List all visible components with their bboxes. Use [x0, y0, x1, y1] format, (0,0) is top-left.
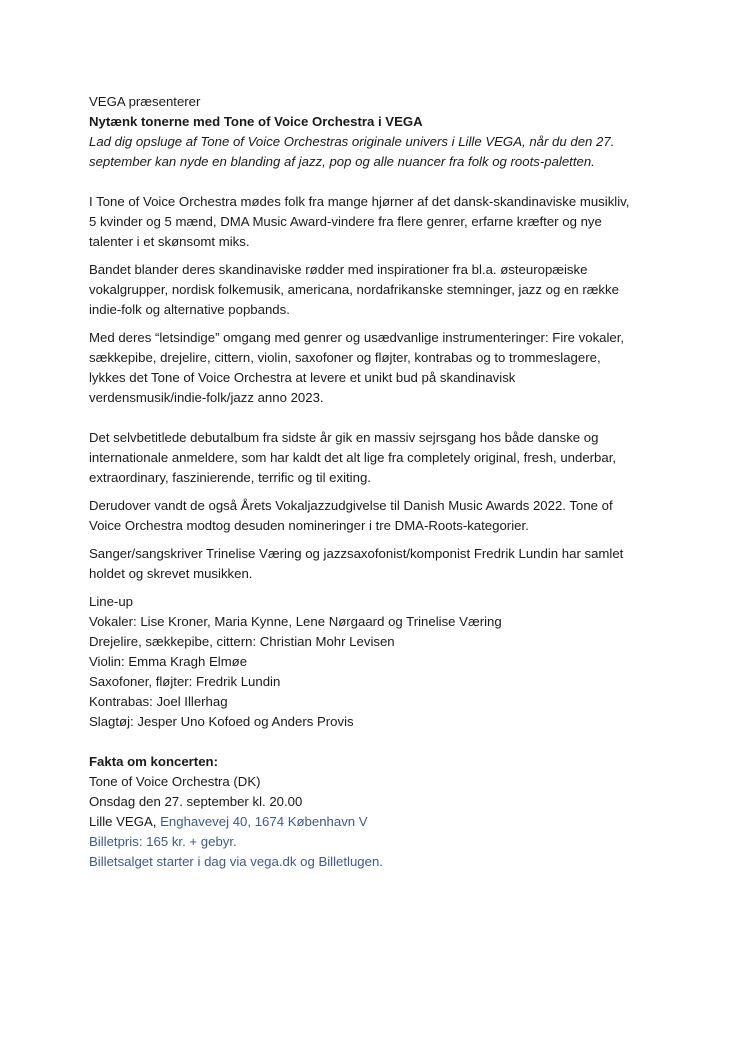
lead-paragraph	[89, 132, 689, 172]
body-line: talenter i et skønsomt miks.	[89, 234, 250, 249]
body-line: lykkes det Tone of Voice Orchestra at levere et unikt bud på skandinavisk	[89, 370, 516, 385]
lineup-section	[89, 592, 689, 732]
paragraph-musicians	[89, 192, 689, 252]
facts-heading: Fakta om koncerten:	[89, 754, 218, 769]
facts-date: Onsdag den 27. september kl. 20.00	[89, 794, 303, 809]
body-line: verdensmusik/indie-folk/jazz anno 2023.	[89, 390, 324, 405]
facts-artist: Tone of Voice Orchestra (DK)	[89, 774, 261, 789]
body-line: Med deres “letsindige” omgang med genrer og usædvanlige instrumenteringer: Fire vokaler,	[89, 330, 625, 345]
facts-venue-line	[89, 812, 689, 832]
lineup-member: Vokaler: Lise Kroner, Maria Kynne, Lene Nørgaard og Trinelise Væring	[89, 614, 502, 629]
body-line: Bandet blander deres skandinaviske rødder med inspirationer fra bl.a. østeuropæiske	[89, 262, 588, 277]
headline: Nytænk tonerne med Tone of Voice Orchestra i VEGA	[89, 114, 423, 129]
body-line: Sanger/sangskriver Trinelise Væring og jazzsaxofonist/komponist Fredrik Lundin har samlet	[89, 546, 624, 561]
paragraph-instruments	[89, 328, 689, 408]
facts-venue: Lille VEGA,	[89, 814, 157, 829]
lineup-heading: Line-up	[89, 594, 133, 609]
paragraph-founders	[89, 544, 689, 584]
paragraph-awards	[89, 496, 689, 536]
lineup-member: Saxofoner, fløjter: Fredrik Lundin	[89, 674, 281, 689]
body-line: extraordinary, faszinierende, terrific og til exiting.	[89, 470, 371, 485]
lineup-member: Kontrabas: Joel Illerhag	[89, 694, 228, 709]
facts-price: Billetpris: 165 kr. + gebyr.	[89, 834, 237, 849]
facts-section	[89, 752, 689, 872]
facts-ticket-sale: Billetsalget starter i dag via vega.dk og Billetlugen.	[89, 854, 383, 869]
body-line: Det selvbetitlede debutalbum fra sidste år gik en massiv sejrsgang hos både danske og	[89, 430, 599, 445]
body-line: 5 kvinder og 5 mænd, DMA Music Award-vindere fra flere genrer, erfarne kræfter og nye	[89, 214, 602, 229]
body-line: indie-folk og alternative popbands.	[89, 302, 290, 317]
lineup-member: Violin: Emma Kragh Elmøe	[89, 654, 248, 669]
lead-line: september kan nyde en blanding af jazz, pop og alle nuancer fra folk og roots-paletten.	[89, 154, 595, 169]
body-line: holdet og skrevet musikken.	[89, 566, 253, 581]
lineup-member: Slagtøj: Jesper Uno Kofoed og Anders Provis	[89, 714, 354, 729]
body-line: I Tone of Voice Orchestra mødes folk fra mange hjørner af det dansk-skandinaviske musikliv,	[89, 194, 630, 209]
presenter-line: VEGA præsenterer	[89, 94, 201, 109]
facts-address: Enghavevej 40, 1674 København V	[160, 814, 368, 829]
body-line: internationale anmeldere, som har kaldt det alt lige fra completely original, fresh, underbar,	[89, 450, 617, 465]
lineup-member: Drejelire, sækkepibe, cittern: Christian Mohr Levisen	[89, 634, 395, 649]
body-line: Voice Orchestra modtog desuden nomineringer i tre DMA-Roots-kategorier.	[89, 518, 529, 533]
paragraph-album	[89, 428, 689, 488]
body-line: sækkepibe, drejelire, cittern, violin, saxofoner og fløjter, kontrabas og to trommeslagere,	[89, 350, 601, 365]
paragraph-inspiration	[89, 260, 689, 320]
body-line: Derudover vandt de også Årets Vokaljazzudgivelse til Danish Music Awards 2022. Tone of	[89, 498, 613, 513]
lead-line: Lad dig opsluge af Tone of Voice Orchestras originale univers i Lille VEGA, når du den 27.	[89, 134, 615, 149]
press-release	[89, 92, 689, 872]
body-line: vokalgrupper, nordisk folkemusik, americana, nordafrikanske stemninger, jazz og en række	[89, 282, 619, 297]
